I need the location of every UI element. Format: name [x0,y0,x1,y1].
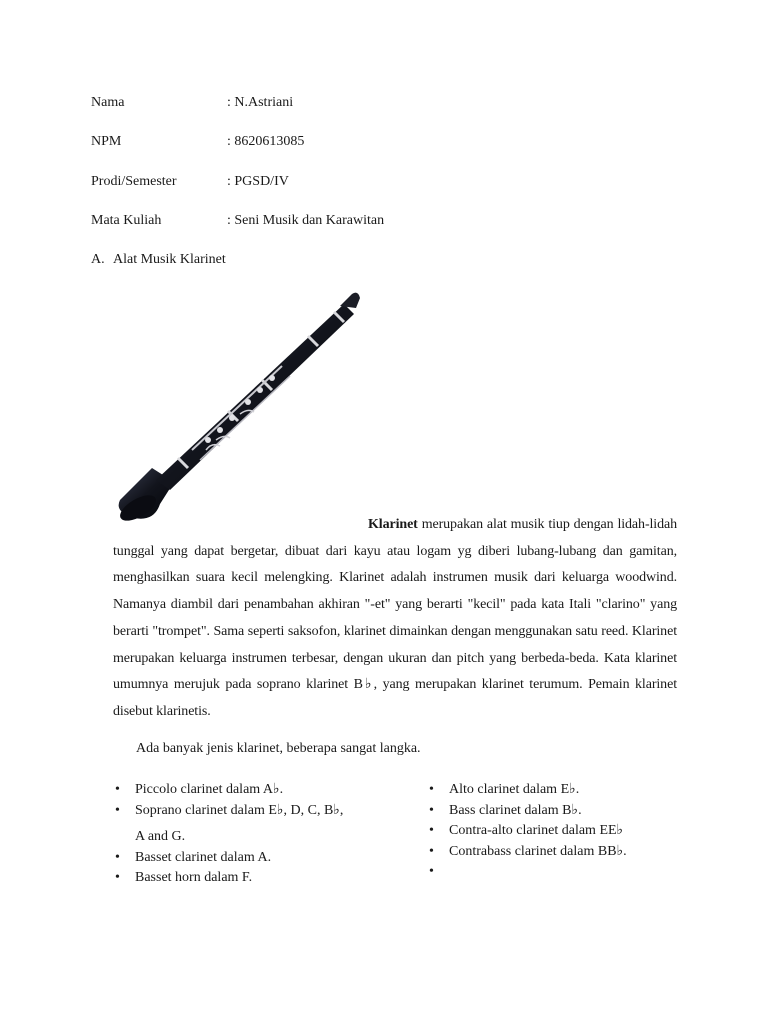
clarinet-list-left [113,780,393,889]
bullet-icon: • [429,843,434,859]
main-paragraph [113,512,677,726]
list-item: • Contra-alto clarinet dalam EE♭ [427,821,707,842]
clarinet-list-right [427,780,707,883]
info-value: : PGSD/IV [227,174,289,189]
list-item: • Piccolo clarinet dalam A♭. [113,780,393,801]
section-title: Alat Musik Klarinet [113,252,226,267]
list-item [427,862,707,883]
section-heading [91,252,226,268]
bullet-icon: • [429,823,434,838]
list-item-continuation: A and G. [135,829,186,844]
info-label: Nama [91,95,125,110]
intro-text: Ada banyak jenis klarinet, beberapa sangat langka. [136,741,421,756]
bullet-icon: • [115,802,120,818]
list-item: • Basset horn dalam F. [113,868,393,889]
bullet-icon: • [115,782,120,797]
bullet-icon: • [429,864,434,879]
list-item: • Bass clarinet dalam B♭. [427,801,707,822]
info-label: Prodi/Semester [91,174,177,189]
bullet-icon: • [429,782,434,797]
info-value: : Seni Musik dan Karawitan [227,213,385,228]
list-item: • Alto clarinet dalam E♭. [427,780,707,801]
info-label: Mata Kuliah [91,213,162,228]
keyword-bold: Klarinet [368,517,418,532]
info-value: : N.Astriani [227,95,294,110]
bullet-icon: • [115,849,120,865]
bullet-icon: • [115,870,120,885]
section-number: A. [91,252,105,267]
info-value: : 8620613085 [227,134,305,149]
bullet-icon: • [429,802,434,818]
paragraph-text: merupakan alat musik tiup dengan lidah-lidah tunggal yang dapat bergetar, dibuat dari kayu atau logam yg diberi lubang-lubang dan gamitan, menghasilkan suara kecil melengking. Klarinet adalah instrumen musik dari keluarga woodwind. Namanya diambil dari penambahan akhiran "-et" yang berarti "kecil" pada kata Itali "clarino" yang berarti "trompet". Sama seperti saksofon, klarinet dimainkan dengan menggunakan satu reed. Klarinet merupakan keluarga instrumen terbesar, dengan ukuran dan pitch yang berbeda-beda. Kata klarinet umumnya merujuk pada soprano klarinet B♭, yang merupakan klarinet terumum. Pemain klarinet disebut klarinetis. [113,517,677,719]
list-item: • Soprano clarinet dalam E♭, D, C, B♭, A and G. [113,801,393,848]
list-item: • Contrabass clarinet dalam BB♭. [427,842,707,863]
clarinet-image [112,290,362,522]
list-item: • Basset clarinet dalam A. [113,848,393,869]
info-label: NPM [91,134,122,149]
